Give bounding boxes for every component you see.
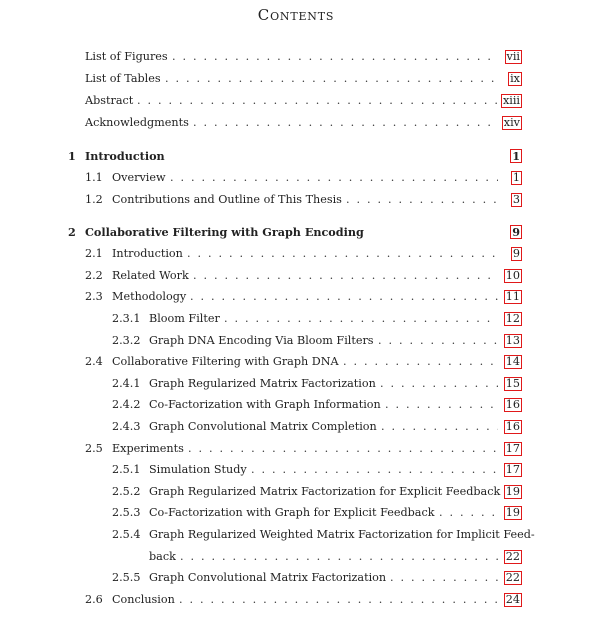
leader-dots: [378, 332, 498, 350]
toc-entry-number: 2.5.3: [112, 506, 141, 520]
toc-entry-title[interactable]: Methodology: [112, 290, 187, 304]
page-number-link[interactable]: xiv: [503, 116, 520, 129]
toc-entry-title[interactable]: Co-Factorization with Graph for Explicit Feedback: [149, 506, 435, 520]
toc-entry-title[interactable]: Related Work: [112, 268, 189, 282]
toc-entry[interactable]: [0, 353, 592, 371]
toc-entry[interactable]: [0, 332, 592, 350]
leader-dots: [343, 353, 498, 371]
toc-entry[interactable]: [0, 310, 592, 328]
toc-entry-number: 2.5.5: [112, 571, 141, 585]
toc-entry[interactable]: [0, 375, 592, 393]
page-number-link[interactable]: 9: [512, 247, 520, 261]
toc-entry-number: 2.2: [85, 268, 103, 282]
toc-entry-title[interactable]: Overview: [112, 171, 166, 184]
page-number-link[interactable]: 19: [505, 506, 520, 520]
page-number-link[interactable]: 13: [505, 333, 520, 347]
page-number-link[interactable]: xiii: [502, 94, 520, 107]
toc-entry[interactable]: [0, 440, 592, 458]
leader-dots: [172, 48, 498, 66]
toc-entry-title[interactable]: Graph Regularized Matrix Factorization: [149, 376, 376, 390]
toc-entry[interactable]: [0, 418, 592, 436]
toc-entry-number: 2.3.1: [112, 312, 141, 325]
toc-entry[interactable]: [0, 396, 592, 414]
page-number-link[interactable]: 17: [505, 441, 520, 455]
toc-entry-title[interactable]: Collaborative Filtering with Graph DNA: [112, 355, 339, 369]
toc-entry-number: 2.5.1: [112, 463, 141, 477]
toc-entry[interactable]: [0, 70, 592, 88]
toc-entry-title[interactable]: Collaborative Filtering with Graph Encoding: [85, 225, 364, 240]
page-number-link[interactable]: 22: [505, 549, 520, 563]
toc-entry-title[interactable]: Introduction: [85, 149, 165, 163]
toc-entry-title[interactable]: Graph Regularized Matrix Factorization for Explicit Feedback: [149, 484, 501, 498]
toc-entry-number: 2.1: [85, 247, 103, 261]
toc-entry[interactable]: [0, 169, 592, 187]
page-number-link[interactable]: 15: [505, 376, 520, 390]
page-number-link[interactable]: 3: [512, 192, 520, 206]
leader-dots: [188, 440, 498, 458]
leader-dots: [439, 504, 498, 522]
toc-entry-number: 2.5: [85, 441, 103, 455]
page-number-link[interactable]: ix: [510, 72, 520, 85]
page-title: Contents: [257, 6, 335, 24]
leader-dots: [180, 548, 498, 566]
toc-entry[interactable]: [0, 245, 592, 263]
toc-entry-number: 2.5.2: [112, 484, 141, 498]
toc-entry-title[interactable]: Graph Convolutional Matrix Factorization: [149, 571, 387, 585]
page-number-link[interactable]: 22: [505, 571, 520, 585]
toc-entry[interactable]: [0, 461, 592, 479]
toc-entry-title[interactable]: Simulation Study: [149, 463, 247, 477]
toc-entry-number: 2: [68, 225, 76, 240]
leader-dots: [385, 396, 498, 414]
toc-entry[interactable]: [0, 48, 592, 66]
page-number-link[interactable]: 17: [505, 463, 520, 477]
toc-entry-number: 2.4.3: [112, 420, 141, 433]
leader-dots: [380, 375, 498, 393]
leader-dots: [193, 267, 498, 285]
toc-entry-title[interactable]: Abstract: [85, 94, 134, 107]
toc-entry[interactable]: [0, 191, 592, 209]
page-number-link[interactable]: 10: [505, 268, 520, 282]
page-number-link[interactable]: 1: [512, 149, 520, 163]
toc-entry-number: 2.3.2: [112, 333, 141, 347]
page-number-link[interactable]: 12: [505, 312, 520, 325]
toc-chapter-entry[interactable]: [0, 223, 592, 241]
toc-entry-title[interactable]: List of Figures: [85, 50, 168, 63]
toc-entry[interactable]: [0, 288, 592, 306]
toc-entry-number: 2.6: [85, 592, 103, 606]
toc-entry[interactable]: [0, 92, 592, 110]
page-number-link[interactable]: vii: [506, 50, 520, 63]
page-number-link[interactable]: 24: [505, 592, 520, 606]
leader-dots: [251, 461, 498, 479]
toc-entry[interactable]: [0, 114, 592, 132]
toc-entry-title[interactable]: Contributions and Outline of This Thesis: [112, 192, 342, 206]
toc-entry[interactable]: [0, 483, 592, 501]
toc-entry-title[interactable]: Graph DNA Encoding Via Bloom Filters: [149, 333, 374, 347]
page-number-link[interactable]: 16: [505, 420, 520, 433]
page-number-link[interactable]: 9: [512, 225, 520, 240]
leader-dots: [179, 591, 498, 609]
toc-entry[interactable]: [0, 267, 592, 285]
toc-entry-title[interactable]: Introduction: [112, 247, 183, 261]
toc-entry-title[interactable]: Co-Factorization with Graph Information: [149, 398, 381, 412]
page-number-link[interactable]: 1: [512, 171, 520, 184]
toc-entry-title[interactable]: List of Tables: [85, 72, 161, 85]
leader-dots: [187, 245, 498, 263]
toc-entry-number: 2.4: [85, 355, 103, 369]
leader-dots: [137, 92, 498, 110]
toc-entry-number: 1: [68, 149, 76, 163]
toc-chapter-entry[interactable]: [0, 147, 592, 165]
leader-dots: [224, 310, 498, 328]
toc-entry[interactable]: [0, 591, 592, 609]
toc-entry[interactable]: [0, 504, 592, 522]
toc-entry-number: 1.2: [85, 192, 103, 206]
toc-entry-number: 2.5.4: [112, 528, 141, 541]
page-number-link[interactable]: 11: [505, 290, 520, 304]
toc-entry-title[interactable]: Bloom Filter: [149, 312, 220, 325]
leader-dots: [381, 418, 498, 436]
leader-dots: [165, 70, 498, 88]
toc-entry-title[interactable]: Experiments: [112, 441, 184, 455]
page-number-link[interactable]: 16: [505, 398, 520, 412]
toc-entry-title[interactable]: Graph Convolutional Matrix Completion: [149, 420, 377, 433]
leader-dots: [193, 114, 498, 132]
toc-entry-title[interactable]: Graph Regularized Weighted Matrix Factorization for Implicit Feed-: [149, 528, 535, 541]
leader-dots: [170, 169, 498, 187]
toc-entry-number: 2.4.1: [112, 376, 141, 390]
page-number-link[interactable]: 14: [505, 355, 520, 369]
leader-dots: [346, 191, 498, 209]
leader-dots: [190, 288, 498, 306]
toc-entry-title[interactable]: back: [149, 549, 176, 563]
toc-entry-title[interactable]: Conclusion: [112, 592, 175, 606]
page-number-link[interactable]: 19: [505, 484, 520, 498]
leader-dots: [390, 569, 498, 587]
toc-entry[interactable]: [0, 526, 592, 544]
toc-entry[interactable]: [0, 569, 592, 587]
toc-entry-title[interactable]: Acknowledgments: [85, 116, 189, 129]
toc-entry-number: 2.4.2: [112, 398, 141, 412]
toc-entry[interactable]: [0, 548, 592, 566]
toc-entry-number: 2.3: [85, 290, 103, 304]
toc-entry-number: 1.1: [85, 171, 103, 184]
